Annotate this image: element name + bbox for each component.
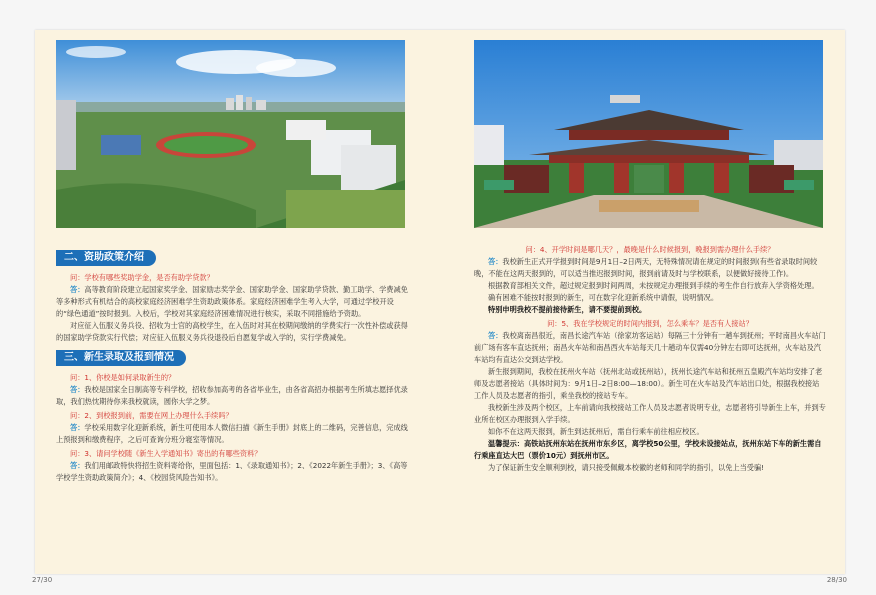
section-title-admission: 三、新生录取及报到情况: [56, 350, 186, 366]
answer-1: [56, 384, 408, 408]
answer-1-text: 我校是国家全日制高等专科学校，招收参加高考的各省毕业生，由各省高招办根据考生所填志愿择优录取，我们热忱期待你来我校就读，圆你大学之梦。: [56, 385, 408, 406]
answer-5-late: 如你不在这两天报到，新生到达抚州后，需自行乘车前往相应校区。: [488, 427, 704, 436]
answer-label: 答：: [488, 331, 503, 340]
answer-5-pickup: 新生报到期间，我校在抚州火车站（抚州北站或抚州站），抚州长途汽车站和抚州五皇殿汽车站均安排了老师及志愿者接站（具体时间为：9月1日–2日8:00—18:00）。新生可在火车站及汽车站出口处，根据我校接站工作人员及志愿者的指引，乘坐我校的接站专车。: [474, 367, 823, 400]
answer-4-text: 我校新生正式开学报到时间是9月1日–2日两天，无特殊情况请在规定的时间报到(有些省录取时间较晚，不能在这两天报到的，可以适当推迟报到时间，报到前请及时与学校联系，以便做好接待工作)。: [474, 257, 818, 278]
answer-4-notice: 特别申明我校不提前接待新生，请不要提前到校。: [488, 305, 647, 314]
answer-5-text: 我校离南昌很近，南昌长途汽车站（徐家坊客运站）每隔三十分钟有一趟车到抚州；平时南昌火车站门前广场有客车直达抚州；南昌火车站和南昌西火车站每天几十趟动车仅需40分钟左右即可达抚州，火车站及汽车站均有直达公交到达学校。: [474, 331, 826, 364]
question-3: 问：3、请问学校随《新生入学通知书》寄出的有哪些资料？: [70, 449, 262, 458]
answer-3: [56, 460, 408, 484]
left-page: [32, 30, 440, 584]
question-5: 问：5、我在学校规定的时间内报到，怎么乘车？是否有人接站？: [547, 319, 753, 328]
answer-2-text: 学校采用数字化迎新系统，新生可使用本人微信扫描《新生手册》封底上的二维码，完善信息，完成线上预报到和缴费程序，之后可查询分班分寝室等情况。: [56, 423, 408, 444]
answer-aid-text: 高等教育阶段建立起国家奖学金、国家励志奖学金、国家助学金、国家助学贷款、勤工助学、学费减免等多种形式有机结合的高校家庭经济困难学生资助政策体系。家庭经济困难学生考入大学，可通过学校开设的“绿色通道”按时报到。入校后，学校对其家庭经济困难情况进行核实，采取不同措施给予资助。: [56, 285, 408, 318]
answer-label: 答：: [70, 385, 85, 394]
question-2: 问：2、到校报到前，需要在网上办理什么手续吗？: [70, 411, 233, 420]
answer-5: [474, 330, 826, 366]
question-1: 问：1、你校是如何录取新生的？: [70, 373, 176, 382]
question-4: 问：4、开学时间是哪几天？，最晚是什么时候报到，晚报到需办理什么手续？: [525, 245, 775, 254]
answer-2: [56, 422, 408, 446]
answer-aid-military: 对应征入伍服义务兵役、招收为士官的高校学生，在入伍时对其在校期间缴纳的学费实行一次性补偿或获得的国家助学贷款实行代偿；对应征入伍服义务兵役退役后自愿复学或入学的，实行学费减免。: [56, 321, 408, 342]
left-text-column: [56, 244, 408, 484]
answer-label: 答：: [70, 285, 85, 294]
answer-aid: [56, 284, 408, 320]
right-page: [440, 30, 847, 584]
page-number-right: 28/30: [826, 576, 847, 584]
question-aid: 问：学校有哪些奖助学金，是否有助学贷款？: [70, 273, 214, 282]
warm-tip: 温馨提示：高铁站抚州东站在抚州市东乡区，离学校50公里，学校未设接站点，抚州东站下车的新生需自行乘座直达大巴（票价10元）到抚州市区。: [474, 439, 822, 460]
section-title-aid-policy: 二、资助政策介绍: [56, 250, 156, 266]
answer-5-campus: 我校新生涉及两个校区，上车前请向我校接站工作人员及志愿者说明专业，志愿者将引导新生上车，并到专业所在校区办理报到入学手续。: [474, 403, 826, 424]
answer-label: 答：: [70, 461, 85, 470]
answer-4-rules: 根据教育部相关文件，超过规定报到时间两周，未按规定办理报到手续的考生作自行放弃入学资格处理。: [488, 281, 819, 290]
answer-label: 答：: [488, 257, 503, 266]
answer-label: 答：: [70, 423, 85, 432]
closing-note: 为了保证新生安全顺利到校，请只接受佩戴本校徽的老师和同学的指引，以免上当受骗!: [488, 463, 765, 472]
answer-4: [474, 256, 826, 280]
answer-4-leave: 确有困难不能按时报到的新生，可在数字化迎新系统中请假，说明情况。: [488, 293, 719, 302]
brochure-spread: [32, 30, 847, 584]
campus-aerial-photo: [56, 40, 405, 228]
right-text-column: [474, 242, 826, 474]
page-number-left: 27/30: [32, 576, 53, 584]
answer-3-text: 我们用邮政特快将招生资料寄给你，里面包括：1、《录取通知书》；2、《2022年新生手册》；3、《高等学校学生资助政策简介》；4、《校园贷风险告知书》。: [56, 461, 408, 482]
campus-gate-photo: [474, 40, 823, 228]
